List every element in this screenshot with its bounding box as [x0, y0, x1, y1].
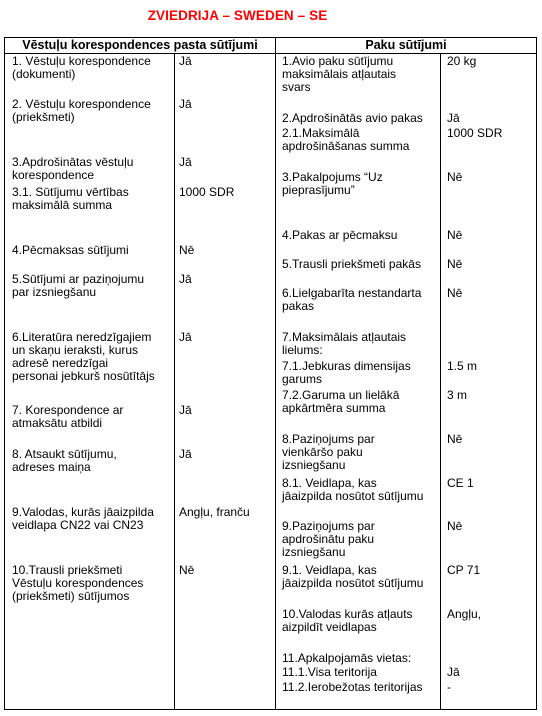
right-row-label: 2.Apdrošinātās avio pakas — [282, 111, 423, 125]
right-row-value: Angļu, — [447, 607, 482, 621]
header-letters: Vēstuļu korespondences pasta sūtījumi — [22, 38, 258, 52]
right-row-value: 1.5 m — [447, 359, 478, 373]
right-row-label: 6.Lielgabarīta nestandarta pakas — [282, 286, 422, 313]
left-row-value: Jā — [179, 97, 192, 111]
right-row-label: 1.Avio paku sūtījumu maksimālais atļautais svars — [282, 54, 397, 94]
left-row-label: 3.1. Sūtījumu vērtības maksimālā summa — [12, 185, 129, 212]
left-row-label: 3.Apdrošinātas vēstuļu korespondence — [12, 155, 134, 182]
left-row-value: Nē — [179, 243, 195, 257]
divider-left-values — [174, 53, 175, 709]
left-row-label: 9.Valodas, kurās jāaizpilda veidlapa CN22 vai CN23 — [12, 505, 154, 532]
left-row-label: 1. Vēstuļu korespondence (dokumenti) — [12, 54, 151, 81]
left-row-label: 4.Pēcmaksas sūtījumi — [12, 243, 129, 257]
left-row-label: 2. Vēstuļu korespondence (priekšmeti) — [12, 97, 151, 124]
right-row-label: 11.1.Visa teritorija — [282, 665, 377, 679]
left-row-value: 1000 SDR — [179, 185, 235, 199]
right-row-value: Nē — [447, 286, 463, 300]
right-row-label: 4.Pakas ar pēcmaksu — [282, 228, 398, 242]
left-row-label: 10.Trausli priekšmeti Vēstuļu korespondences (priekšmeti) sūtījumos — [12, 563, 144, 603]
right-row-value: Nē — [447, 170, 463, 184]
right-row-label: 11.2.Ierobežotas teritorijas — [282, 680, 423, 694]
right-row-label: 7.1.Jebkuras dimensijas garums — [282, 359, 411, 386]
right-row-label: 9.Paziņojums par apdrošinātu paku izsniegšanu — [282, 519, 375, 559]
right-row-label: 11.Apkalpojamās vietas: — [282, 651, 412, 665]
right-row-value: Nē — [447, 257, 463, 271]
left-row-label: 7. Korespondence ar atmaksātu atbildi — [12, 403, 124, 430]
left-row-label: 6.Literatūra neredzīgajiem un skaņu ieraksti, kurus adresē neredzīgai personai jebkurš nosūtītājs — [12, 330, 155, 383]
left-row-value: Nē — [179, 563, 195, 577]
left-row-value: Jā — [179, 330, 192, 344]
right-row-value: Nē — [447, 228, 463, 242]
left-row-value: Jā — [179, 54, 192, 68]
right-row-value: 20 kg — [447, 54, 477, 68]
right-row-value: Jā — [447, 665, 460, 679]
divider-middle — [275, 37, 276, 709]
right-row-value: CE 1 — [447, 476, 474, 490]
right-row-value: 1000 SDR — [447, 126, 503, 140]
right-row-label: 9.1. Veidlapa, kas jāaizpilda nosūtot sūtījumu — [282, 563, 424, 590]
right-row-label: 8.1. Veidlapa, kas jāaizpilda nosūtot sūtījumu — [282, 476, 424, 503]
left-row-value: Jā — [179, 403, 192, 417]
right-row-value: - — [447, 680, 451, 694]
left-row-value: Jā — [179, 155, 192, 169]
right-row-value: Nē — [447, 519, 463, 533]
right-row-label: 10.Valodas kurās atļauts aizpildīt veidlapas — [282, 607, 413, 634]
right-row-value: CP 71 — [447, 563, 481, 577]
left-row-value: Jā — [179, 447, 192, 461]
page-title: ZVIEDRIJA – SWEDEN – SE — [147, 8, 328, 23]
left-row-value: Jā — [179, 272, 192, 286]
right-row-label: 7.Maksimālais atļautais lielums: — [282, 330, 407, 357]
left-row-label: 5.Sūtījumi ar paziņojumu par izsniegšanu — [12, 272, 145, 299]
divider-right-values — [440, 53, 441, 709]
right-row-label: 7.2.Garuma un lielākā apkārtmēra summa — [282, 388, 400, 415]
right-row-label: 8.Paziņojums par vienkāršo paku izsniegšanu — [282, 432, 375, 472]
left-row-label: 8. Atsaukt sūtījumu, adreses maiņa — [12, 447, 117, 474]
right-row-label: 3.Pakalpojums “Uz pieprasījumu” — [282, 170, 383, 197]
right-row-label: 5.Trausli priekšmeti pakās — [282, 257, 421, 271]
left-row-value: Angļu, franču — [179, 505, 250, 519]
right-row-value: 3 m — [447, 388, 468, 402]
right-row-value: Jā — [447, 111, 460, 125]
right-row-value: Nē — [447, 432, 463, 446]
right-row-label: 2.1.Maksimālā apdrošināšanas summa — [282, 126, 410, 153]
header-parcels: Paku sūtījumi — [365, 38, 447, 52]
